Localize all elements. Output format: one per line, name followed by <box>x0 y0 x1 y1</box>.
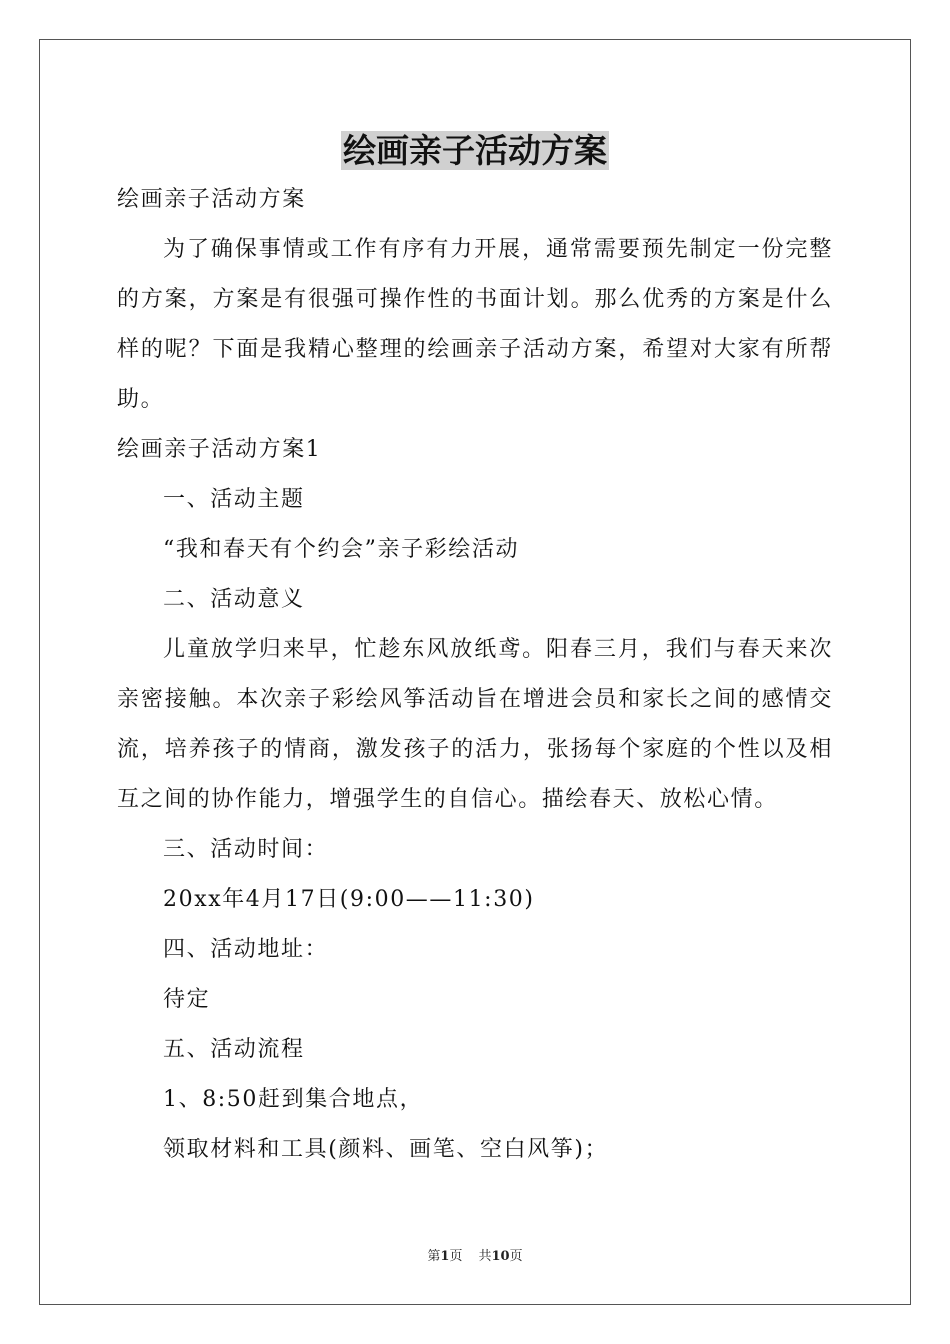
subtitle-paragraph: 绘画亲子活动方案 <box>117 187 306 212</box>
document-title-text: 绘画亲子活动方案 <box>343 131 607 170</box>
location-text: 待定 <box>163 987 211 1012</box>
meaning-paragraph: 儿童放学归来早，忙趁东风放纸鸢。阳春三月，我们与春天来次亲密接触。本次亲子彩绘风筝活动旨在增进会员和家长之间的感情交流，培养孩子的情商，激发孩子的活力，张扬每个家庭的个性以及相互之间的协作能力，增强学生的自信心。描绘春天、放松心情。 <box>117 637 833 812</box>
footer-total-prefix: 共 <box>478 1249 492 1264</box>
item-heading-meaning: 二、活动意义 <box>163 587 305 612</box>
document-title <box>0 124 950 178</box>
process-step-1: 1、8:50赶到集合地点， <box>163 1087 424 1112</box>
footer-page-suffix: 页 <box>449 1249 463 1264</box>
item-heading-location: 四、活动地址： <box>163 937 329 962</box>
document-body <box>117 175 833 1175</box>
theme-text: “我和春天有个约会”亲子彩绘活动 <box>163 537 520 562</box>
section-heading: 绘画亲子活动方案1 <box>117 437 322 462</box>
footer-total-suffix: 页 <box>509 1249 523 1264</box>
time-text: 20xx年4月17日(9:00——11:30) <box>163 887 535 912</box>
page-footer <box>0 1248 950 1266</box>
footer-page-number: 1 <box>440 1249 450 1264</box>
item-heading-time: 三、活动时间： <box>163 837 329 862</box>
item-heading-process: 五、活动流程 <box>163 1037 305 1062</box>
footer-page-prefix: 第 <box>427 1249 441 1264</box>
process-step-1-detail: 领取材料和工具(颜料、画笔、空白风筝)； <box>163 1137 609 1162</box>
item-heading-theme: 一、活动主题 <box>163 487 305 512</box>
footer-total-pages: 10 <box>491 1249 510 1264</box>
intro-paragraph: 为了确保事情或工作有序有力开展，通常需要预先制定一份完整的方案，方案是有很强可操作性的书面计划。那么优秀的方案是什么样的呢？下面是我精心整理的绘画亲子活动方案，希望对大家有所帮助。 <box>117 237 833 412</box>
